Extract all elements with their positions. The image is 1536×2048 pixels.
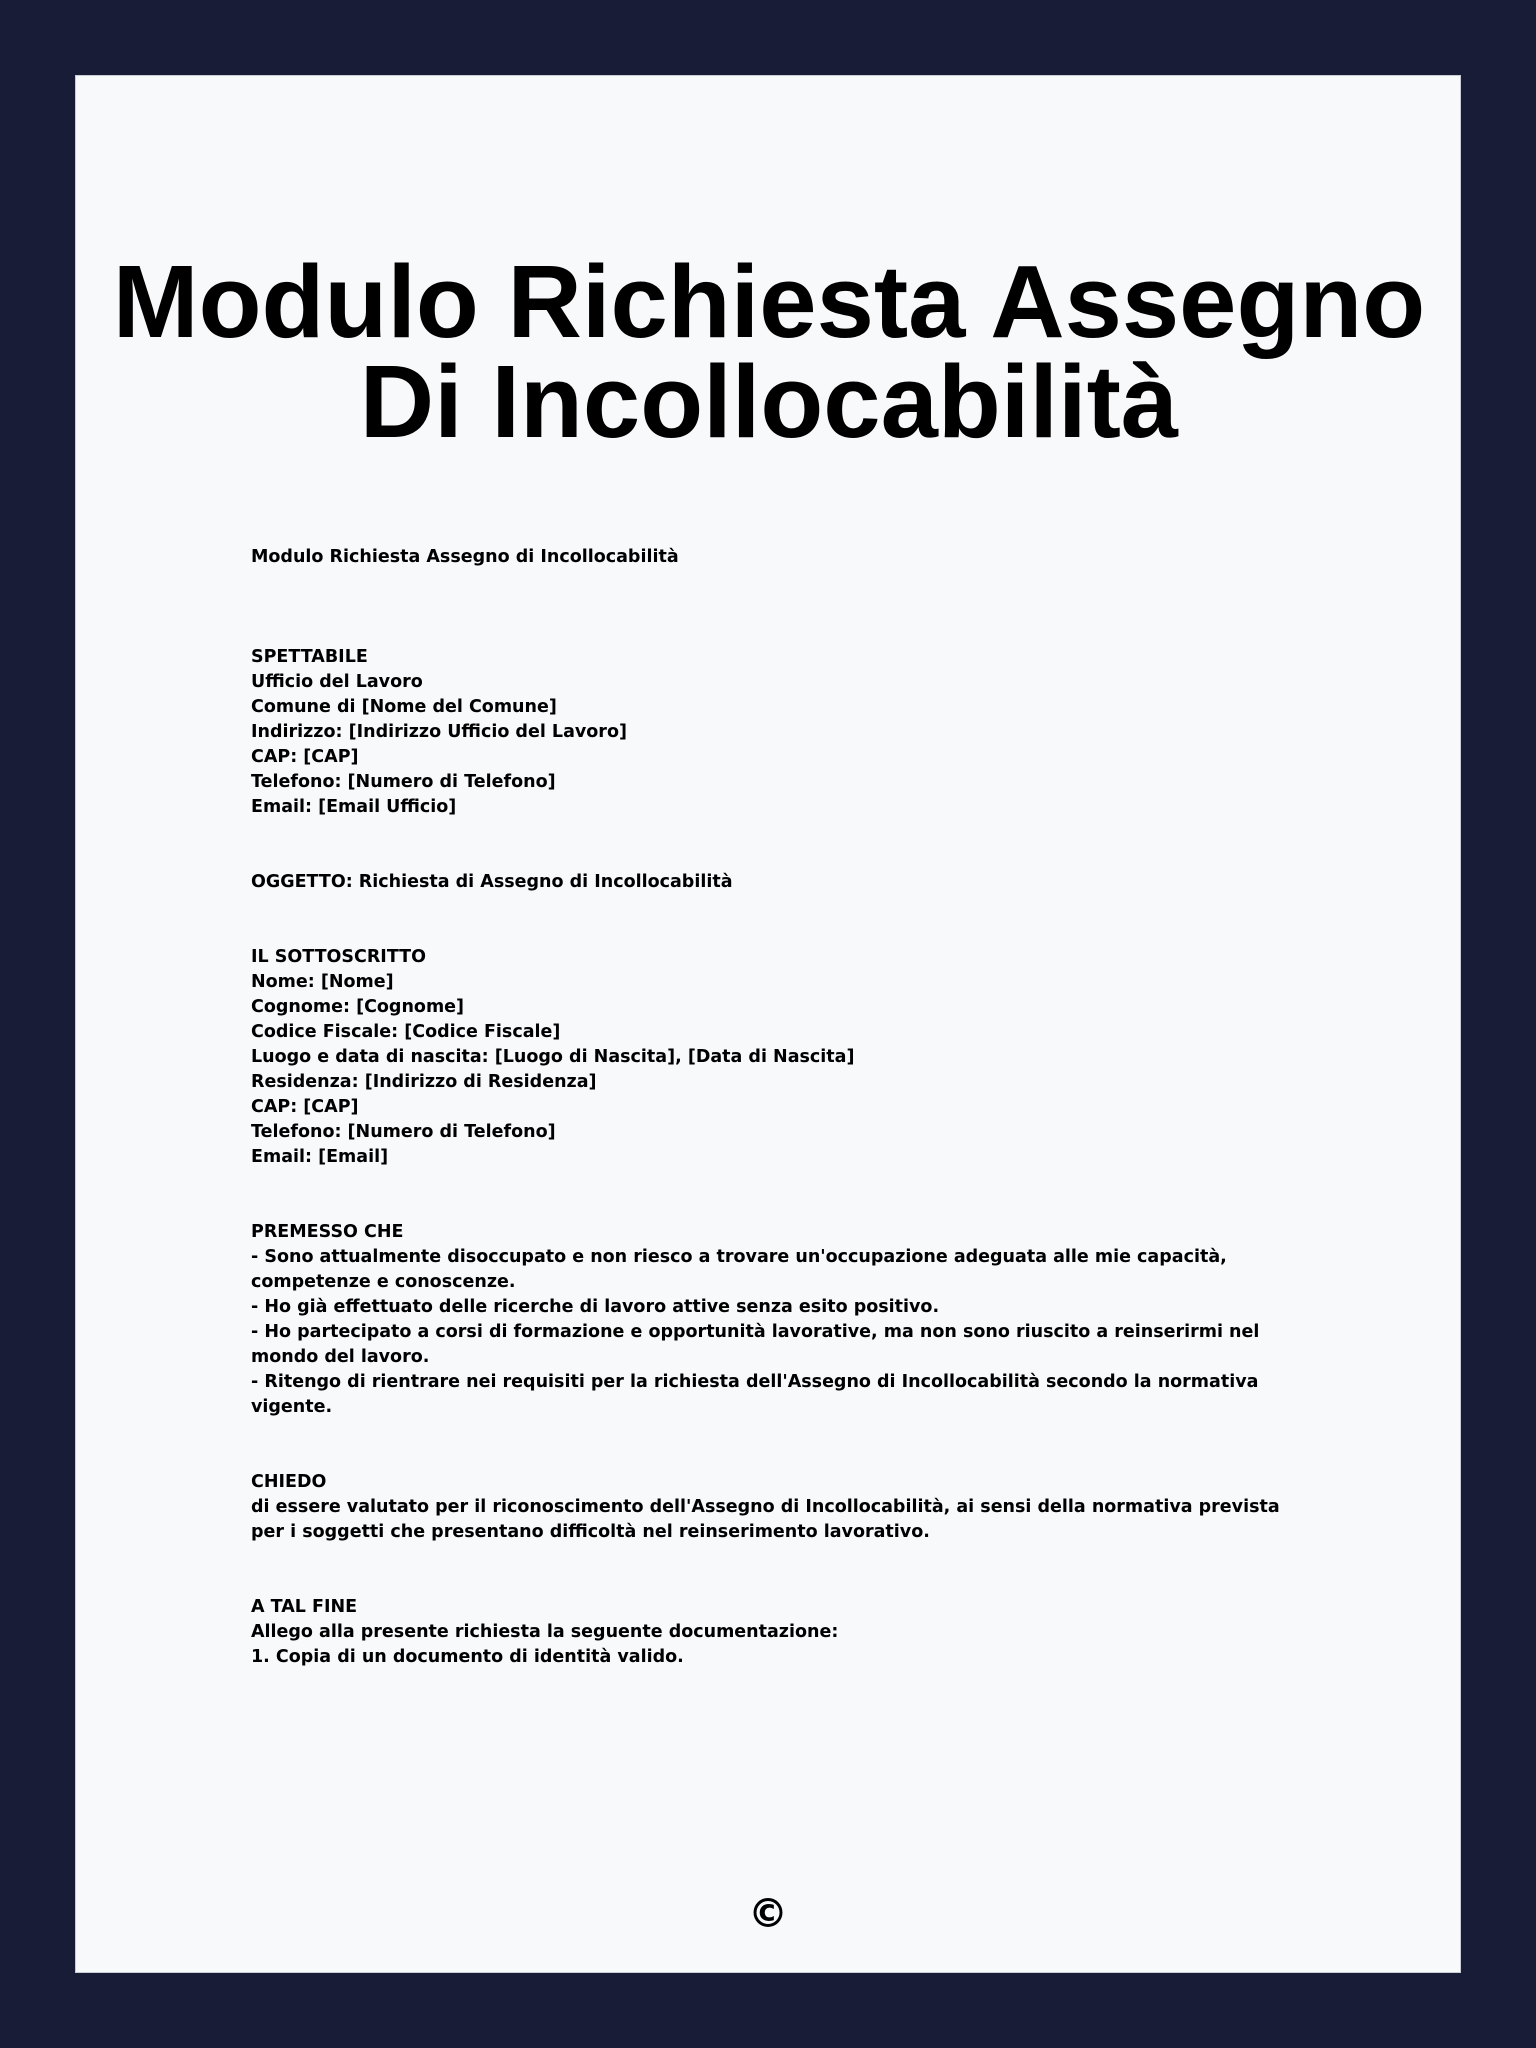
spacer <box>251 895 1311 945</box>
recipient-line: Comune di [Nome del Comune] <box>251 697 557 717</box>
recipient-line: CAP: [CAP] <box>251 747 359 767</box>
applicant-line: Email: [Email] <box>251 1147 389 1167</box>
applicant-line: Luogo e data di nascita: [Luogo di Nascita], [Data di Nascita] <box>251 1047 855 1067</box>
applicant-line: CAP: [CAP] <box>251 1097 359 1117</box>
premise-item: - Ho già effettuato delle ricerche di lavoro attive senza esito positivo. <box>251 1297 940 1317</box>
premises-label: PREMESSO CHE <box>251 1222 404 1242</box>
applicant-line: Codice Fiscale: [Codice Fiscale] <box>251 1022 561 1042</box>
applicant-line: Residenza: [Indirizzo di Residenza] <box>251 1072 597 1092</box>
recipient-line: Telefono: [Numero di Telefono] <box>251 772 556 792</box>
applicant-line: Telefono: [Numero di Telefono] <box>251 1122 556 1142</box>
document-body <box>251 545 1311 1670</box>
premise-item: - Ritengo di rientrare nei requisiti per la richiesta dell'Assegno di Incollocabilità secondo la normativa vigente. <box>251 1372 1265 1417</box>
attachment-item: 1. Copia di un documento di identità valido. <box>251 1647 684 1667</box>
premise-item: - Sono attualmente disoccupato e non riesco a trovare un'occupazione adeguata alle mie capacità, competenze e conoscenze. <box>251 1247 1233 1292</box>
recipient-label: SPETTABILE <box>251 647 368 667</box>
spacer <box>251 820 1311 870</box>
request-label: CHIEDO <box>251 1472 327 1492</box>
recipient-line: Ufficio del Lavoro <box>251 672 423 692</box>
applicant-line: Cognome: [Cognome] <box>251 997 465 1017</box>
premises-block <box>251 1220 1311 1420</box>
applicant-line: Nome: [Nome] <box>251 972 394 992</box>
request-block <box>251 1470 1311 1545</box>
spacer <box>251 1170 1311 1220</box>
attachments-block <box>251 1595 1311 1670</box>
document-title: Modulo Richiesta Assegno Di Incollocabilità <box>112 244 1426 459</box>
spacer <box>251 1545 1311 1595</box>
recipient-line: Email: [Email Ufficio] <box>251 797 457 817</box>
applicant-label: IL SOTTOSCRITTO <box>251 947 426 967</box>
document-page <box>75 75 1461 1973</box>
spacer <box>251 570 1311 645</box>
attachments-intro: Allego alla presente richiesta la seguente documentazione: <box>251 1622 839 1642</box>
recipient-block <box>251 645 1311 820</box>
attachments-label: A TAL FINE <box>251 1597 358 1617</box>
copyright-icon: © <box>748 1891 788 1937</box>
spacer <box>251 1420 1311 1470</box>
applicant-block <box>251 945 1311 1170</box>
request-text: di essere valutato per il riconoscimento dell'Assegno di Incollocabilità, ai sensi della normativa prevista per i soggetti che presentano difficoltà nel reinserimento lavorativo. <box>251 1497 1286 1542</box>
recipient-line: Indirizzo: [Indirizzo Ufficio del Lavoro] <box>251 722 627 742</box>
premise-item: - Ho partecipato a corsi di formazione e opportunità lavorative, ma non sono riuscito a reinserirmi nel mondo del lavoro. <box>251 1322 1266 1367</box>
document-heading: Modulo Richiesta Assegno di Incollocabilità <box>251 547 679 567</box>
subject-line: OGGETTO: Richiesta di Assegno di Incollocabilità <box>251 872 733 892</box>
